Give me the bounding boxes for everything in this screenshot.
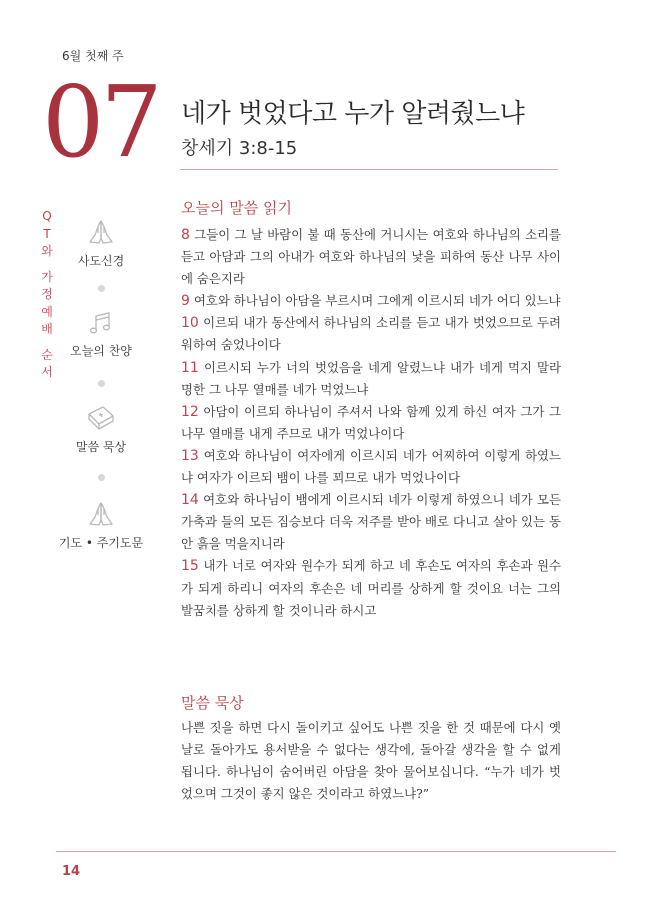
verse-text: 그들이 그 날 바람이 불 때 동산에 거니시는 여호와 하나님의 소리를 듣고 아담과 그의 아내가 여호와 하나님의 낯을 피하여 동산 나무 사이에 숨은지라 <box>181 227 561 287</box>
verse-text: 아담이 이르되 하나님이 주셔서 나와 함께 있게 하신 여자 그가 그 나무 열매를 내게 주므로 내가 먹었나이다 <box>181 403 561 441</box>
sidebar-dot <box>98 380 105 387</box>
sidebar-item-meditation <box>41 404 161 455</box>
reading-heading: 오늘의 말씀 읽기 <box>181 199 292 217</box>
verse <box>181 290 561 312</box>
verse <box>181 445 561 489</box>
verse <box>181 357 561 401</box>
music-note-icon <box>86 310 116 336</box>
verse <box>181 224 561 290</box>
sidebar-item-praise <box>41 310 161 359</box>
verse-text: 이르되 내가 동산에서 하나님의 소리를 듣고 내가 벗었으므로 두려워하여 숨었나이다 <box>181 315 561 353</box>
verse-number: 12 <box>181 403 199 420</box>
verse-number: 15 <box>181 558 199 575</box>
lesson-number: 07 <box>42 66 159 180</box>
sidebar-dot <box>98 285 105 292</box>
scripture-reference: 창세기 3:8-15 <box>181 138 298 159</box>
page-title: 네가 벗었다고 누가 알려줬느냐 <box>181 99 525 129</box>
verse-number: 9 <box>181 293 190 310</box>
verse-text: 이르시되 누가 너의 벗었음을 네게 알렸느냐 내가 네게 먹지 말라 명한 그 나무 열매를 네가 먹었느냐 <box>181 359 561 397</box>
bible-book-icon <box>85 404 117 432</box>
verse <box>181 489 561 555</box>
praying-hands-icon <box>86 218 116 246</box>
verse <box>181 401 561 445</box>
sidebar-item-label: 말씀 묵상 <box>75 440 127 454</box>
sidebar-vertical-label: Q T 와 가 정 예 배 순 서 <box>41 209 53 379</box>
sidebar-item-prayer <box>41 500 161 551</box>
verse-text: 내가 너로 여자와 원수가 되게 하고 네 후손도 여자의 후손과 원수가 되게 하리니 여자의 후손은 네 머리를 상하게 할 것이요 너는 그의 발꿈치를 상하게 할 것이니라 하시고 <box>181 558 561 618</box>
sidebar-item-label: 오늘의 찬양 <box>70 344 132 358</box>
title-divider <box>180 169 558 170</box>
verse-text: 여호와 하나님이 뱀에게 이르시되 네가 이렇게 하였으니 네가 모든 가축과 들의 모든 짐승보다 더욱 저주를 받아 배로 다니고 살아 있는 동안 흙을 먹을지니라 <box>181 492 561 552</box>
praying-hands-icon <box>86 500 116 528</box>
verse-text: 여호와 하나님이 여자에게 이르시되 네가 어찌하여 이렇게 하였느냐 여자가 이르되 뱀이 나를 꾀므로 내가 먹었나이다 <box>181 447 561 486</box>
verse-number: 13 <box>181 447 199 464</box>
verse-number: 11 <box>181 359 199 376</box>
sidebar-item-apostles-creed <box>41 218 161 269</box>
sidebar-item-label: 기도 • 주기도문 <box>58 536 144 550</box>
sidebar-item-label: 사도신경 <box>77 254 125 268</box>
sidebar-dot <box>98 474 105 481</box>
scripture-passage <box>181 224 561 622</box>
verse-number: 14 <box>181 492 199 509</box>
verse-text: 여호와 하나님이 아담을 부르시며 그에게 이르시되 네가 어디 있느냐 <box>193 293 561 309</box>
meditation-text: 나쁜 짓을 하면 다시 돌이키고 싶어도 나쁜 짓을 한 것 때문에 다시 옛날로 돌아가도 용서받을 수 없다는 생각에, 돌아갈 생각을 할 수 없게 됩니다. 하나님이 숨어버린 아담을 찾아 물어보십니다. “누가 네가 벗었으며 그것이 좋지 않은 것이라고 하였느냐?” <box>181 720 561 802</box>
verse-number: 10 <box>181 315 199 332</box>
week-label: 6월 첫째 주 <box>62 49 124 63</box>
page-number: 14 <box>62 864 81 879</box>
verse <box>181 555 561 621</box>
meditation-heading: 말씀 묵상 <box>181 694 244 712</box>
footer-divider <box>56 851 616 852</box>
verse-number: 8 <box>181 227 190 243</box>
verse <box>181 312 561 356</box>
